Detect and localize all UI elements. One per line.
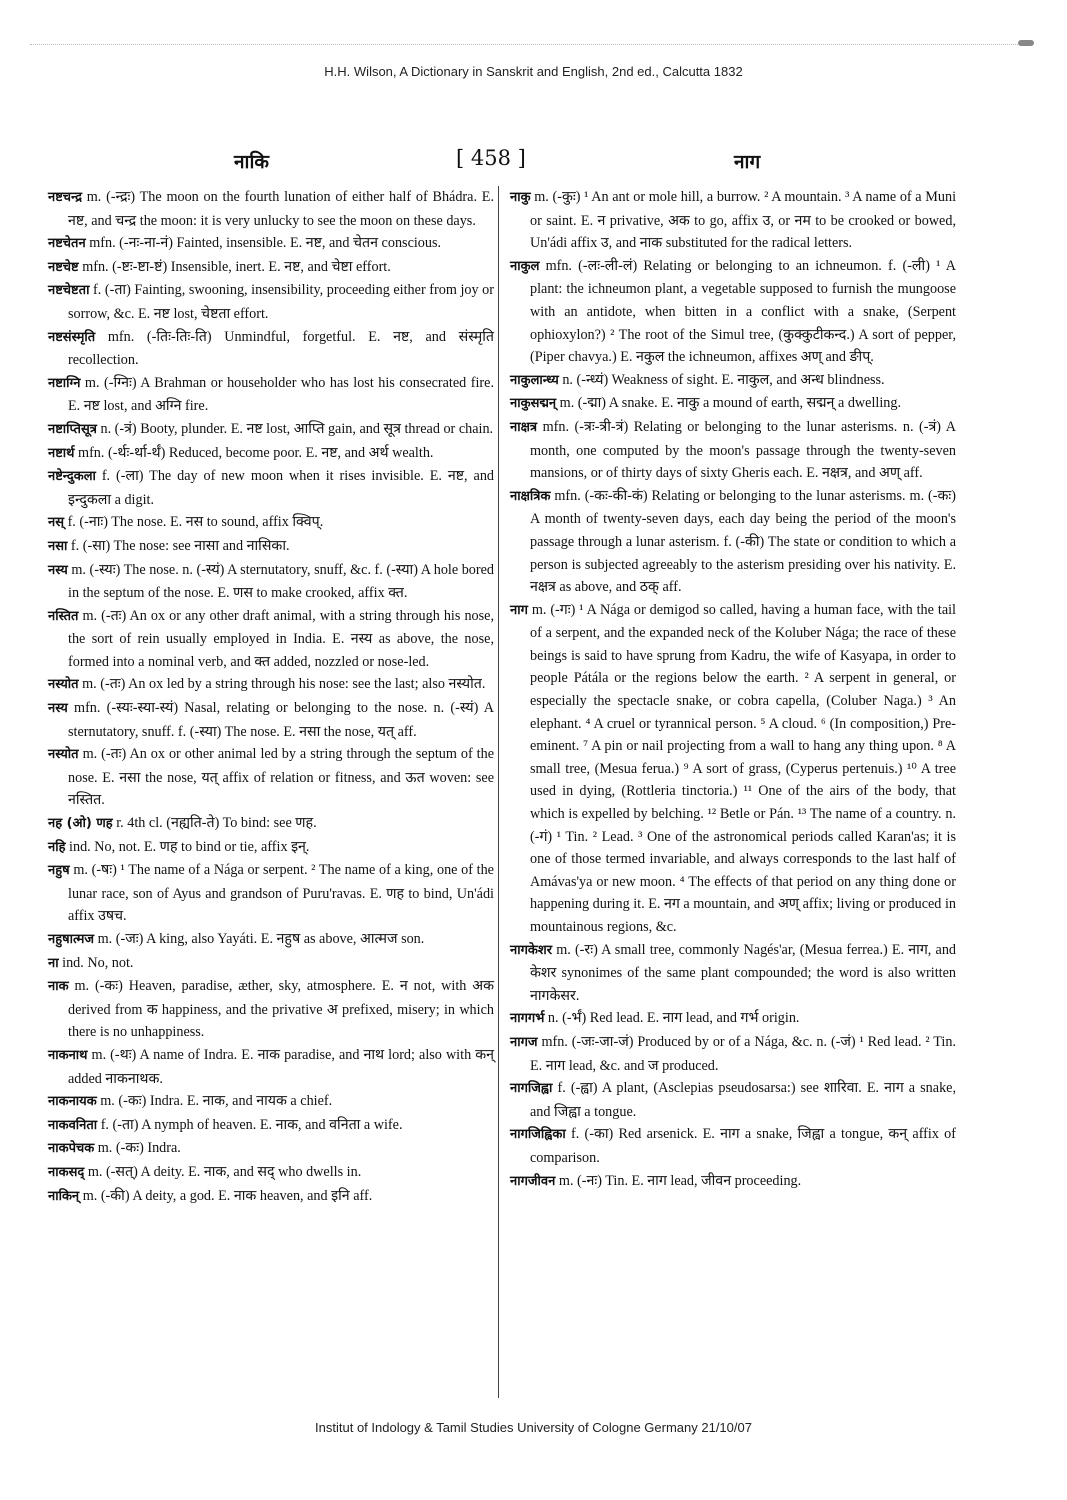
entry-headword: नहि: [48, 839, 66, 855]
dictionary-entry: [48, 418, 494, 442]
entry-headword: नष्टाग्नि: [48, 375, 81, 391]
dictionary-entry: [510, 416, 956, 485]
entry-definition: m. (-तः) An ox or other animal led by a string through the septum of the nose. E. नसा the nose, यत् affix of relation or fitness, and ऊत woven: see नस्तित.: [68, 746, 495, 809]
entry-definition: m. (-षः) ¹ The name of a Nága or serpent. ² The name of a king, one of the lunar race, son of Ayus and grandson of Puru'ravas. E. णह to bind, Un'ádi affix उषच.: [68, 862, 494, 925]
dictionary-entry: [510, 392, 956, 416]
entry-headword: नागज: [510, 1034, 538, 1050]
dictionary-entry: [48, 232, 494, 256]
entry-headword: नाक्षत्र: [510, 419, 538, 435]
entry-definition: f. (-नाः) The nose. E. नस to sound, affix क्विप्.: [67, 514, 324, 531]
entry-headword: नाकनाथ: [48, 1047, 88, 1063]
dictionary-entry: [48, 256, 494, 280]
dictionary-entry: [510, 186, 956, 255]
entry-definition: mfn. (-ष्टः-ष्टा-ष्टं) Insensible, inert. E. नष्ट, and चेष्टा effort.: [82, 258, 391, 275]
dictionary-entry: [48, 673, 494, 697]
entry-definition: m. (-तः) An ox led by a string through his nose: see the last; also नस्योत.: [82, 676, 486, 693]
dictionary-entry: [510, 485, 956, 599]
entry-headword: नागजीवन: [510, 1173, 556, 1189]
entry-definition: m. (-नः) Tin. E. नाग lead, जीवन proceeding.: [558, 1172, 802, 1189]
source-caption: H.H. Wilson, A Dictionary in Sanskrit and English, 2nd ed., Calcutta 1832: [324, 64, 743, 79]
dictionary-entry: [510, 1007, 956, 1031]
dictionary-entry: [48, 465, 494, 511]
entry-definition: mfn. (-नः-ना-नं) Fainted, insensible. E. नष्ट, and चेतन conscious.: [89, 235, 442, 252]
entry-definition: n. (-न्ध्यं) Weakness of sight. E. नाकुल, and अन्ध blindness.: [562, 371, 885, 388]
entry-headword: नाकवनिता: [48, 1117, 98, 1133]
entry-definition: f. (-का) Red arsenick. E. नाग a snake, जिह्वा a tongue, कन् affix of comparison.: [530, 1126, 956, 1166]
entry-definition: mfn. (-कः-की-कं) Relating or belonging to the lunar asterisms. m. (-कः) A month of twenty-seven days, each day being the period of the moon's passage through a lunar asterism. f. (-की) The state or condition to which a person is subjected agreeably to the asterism presiding over his nativity. E. नक्षत्र as above, and ठक् aff.: [530, 487, 956, 596]
dictionary-entry: [48, 836, 494, 860]
entry-definition: m. (-ग्निः) A Brahman or householder who has lost his consecrated fire. E. नष्ट lost, and अग्नि fire.: [68, 374, 495, 415]
dictionary-entry: [48, 326, 494, 372]
entry-definition: m. (-जः) A king, also Yayáti. E. नहुष as above, आत्मज son.: [97, 931, 425, 947]
dictionary-entry: [48, 605, 494, 674]
entry-definition: mfn. (-स्यः-स्या-स्यं) Nasal, relating or belonging to the nose. n. (-स्यं) A sternutatory, snuff. f. (-स्या) The nose. E. नसा the nose, यत् aff.: [68, 700, 495, 740]
entry-definition: m. (-की) A deity, a god. E. नाक heaven, and इनि aff.: [82, 1187, 373, 1204]
entry-definition: ind. No, not.: [62, 954, 134, 971]
entry-headword: नाकुलान्ध्य: [510, 372, 559, 388]
dictionary-entry: [48, 697, 494, 743]
entry-definition: m. (-तः) An ox or any other draft animal, with a string through his nose, the sort of rein usually employed in India. E. नस्य as above, the nose, formed into a nominal verb, and क्त added, nozzled or nose-led.: [68, 607, 494, 670]
dictionary-entry: [510, 939, 956, 1008]
dictionary-entry: [510, 1123, 956, 1169]
entry-headword: ना: [48, 955, 59, 971]
entry-definition: mfn. (-जः-जा-जं) Produced by or of a Nága, &c. n. (-जं) ¹ Red lead. ² Tin. E. नाग lead, &c. and ज produced.: [530, 1033, 956, 1074]
entry-headword: नाकु: [510, 190, 531, 205]
entry-headword: नागगर्भ: [510, 1011, 545, 1027]
entry-definition: m. (-कः) Heaven, paradise, æther, sky, atmosphere. E. न not, with अक derived from क happiness, and the privative अ prefixed, misery; in which there is no unhappiness.: [68, 978, 495, 1041]
entry-definition: mfn. (-र्थः-र्था-र्थं) Reduced, become poor. E. नष्ट, and अर्थ wealth.: [78, 444, 434, 461]
dictionary-entry: [48, 559, 494, 605]
entry-headword: नागजिह्वा: [510, 1081, 553, 1097]
entry-headword: नाकसद्: [48, 1164, 85, 1180]
dictionary-entry: [48, 1185, 494, 1209]
entry-headword: नष्टचेष्टता: [48, 283, 90, 299]
entry-definition: mfn. (-त्रः-त्री-त्रं) Relating or belonging to the lunar asterisms. n. (-त्रं) A month, one computed by the moon's passage through the twenty-seven mansions, or of thirty days of sixty Gheris each. E. नक्षत्र, and अण् aff.: [530, 418, 957, 482]
entry-definition: m. (-सत्) A deity. E. नाक, and सद् who dwells in.: [87, 1163, 362, 1180]
dictionary-entry: [48, 1090, 494, 1114]
entry-definition: f. (-सा) The nose: see नासा and नासिका.: [70, 537, 290, 554]
entry-definition: n. (-र्भं) Red lead. E. नाग lead, and गर्भ origin.: [547, 1010, 800, 1027]
dictionary-entry: [48, 442, 494, 466]
dictionary-entry: [48, 975, 494, 1044]
entry-definition: m. (-कः) Indra. E. नाक, and नायक a chief.: [100, 1093, 333, 1110]
dictionary-entry: [510, 1077, 956, 1123]
dictionary-entry: [48, 1161, 494, 1185]
dictionary-entry: [48, 1114, 494, 1138]
entry-definition: n. (-त्रं) Booty, plunder. E. नष्ट lost, आप्ति gain, and सूत्र thread or chain.: [100, 420, 494, 437]
entry-definition: m. (-कः) Indra.: [97, 1140, 181, 1157]
entry-headword: नष्टचन्द्र: [48, 190, 82, 205]
entry-definition: m. (-रः) A small tree, commonly Nagés'ar, (Mesua ferrea.) E. नाग, and केशर synonimes of the same plant compounded; the word is also written नागकेसर.: [530, 941, 957, 1004]
dictionary-entry: [510, 1170, 956, 1194]
entry-headword: नाकनायक: [48, 1094, 97, 1110]
page-number: [ 458 ]: [456, 146, 526, 170]
entry-headword: नहुषात्मज: [48, 932, 95, 947]
entry-headword: नस्: [48, 515, 65, 531]
scan-artifact-line: [30, 44, 1030, 45]
entry-definition: m. (-द्मा) A snake. E. नाकु a mound of earth, सद्मन् a dwelling.: [559, 395, 902, 412]
entry-definition: f. (-ता) A nymph of heaven. E. नाक, and वनिता a wife.: [100, 1116, 403, 1133]
dictionary-entry: [48, 186, 494, 232]
right-running-headword: नाग: [734, 151, 761, 173]
dictionary-entry: [48, 511, 494, 535]
right-column: [510, 186, 956, 1193]
entry-definition: m. (-न्द्रः) The moon on the fourth lunation of either half of Bhádra. E. नष्ट, and चन्द्र the moon: it is very unlucky to see the moon on these days.: [68, 189, 494, 229]
dictionary-entry: [48, 812, 494, 836]
entry-definition: m. (-थः) A name of Indra. E. नाक paradise, and नाथ lord; also with कन् added नाकनाथक.: [68, 1046, 494, 1087]
entry-headword: नाग: [510, 602, 528, 618]
left-column: [48, 186, 494, 1208]
entry-definition: mfn. (-तिः-तिः-ति) Unmindful, forgetful. E. नष्ट, and संस्मृति recollection.: [68, 328, 494, 369]
dictionary-entry: [48, 1044, 494, 1090]
entry-definition: ind. No, not. E. णह to bind or tie, affix इन्.: [69, 838, 310, 855]
dictionary-entry: [48, 928, 494, 952]
entry-headword: नाकपेचक: [48, 1141, 95, 1157]
entry-headword: नागजिह्विका: [510, 1127, 566, 1143]
entry-definition: f. (-ता) Fainting, swooning, insensibility, proceeding either from joy or sorrow, &c. E. नष्ट lost, चेष्टता effort.: [68, 282, 494, 322]
entry-headword: नहुष: [48, 863, 70, 879]
entry-headword: नाकुसद्मन्: [510, 396, 557, 412]
dictionary-entry: [48, 279, 494, 325]
entry-definition: f. (-ला) The day of new moon when it rises invisible. E. नष्ट, and इन्दुकला a digit.: [68, 468, 495, 508]
entry-definition: m. (-गः) ¹ A Nága or demigod so called, having a human face, with the tail of a serpent, and the expanded neck of the Koluber Nága; the race of these beings is said to have sprung from Kadru, the wife of Kasyapa, in order to people Pátála or the regions below the earth. ² A serpent in general, or especially the spectacle snake, or cobra capella, (Coluber Naga.) ³ An elephant. ⁴ A cruel or tyrannical person. ⁵ A cloud. ⁶ (In composition,) Pre-eminent. ⁷ A pin or nail projecting from a wall to hang any thing upon. ⁸ A small tree, (Mesua ferua.) ⁹ A sort of grass, (Cyperus pertenuis.) ¹⁰ A tree used in dying, (Rottleria tinctoria.) ¹¹ One of the airs of the body, that which is expelled by belching. ¹² Betle or Pán. ¹³ The name of a country. n. (-गं) ¹ Tin. ² Lead. ³ One of the astronomical periods called Karan'as; it is one of those termed invariable, and always corresponds to the last half of Amávas'ya or new moon. ⁴ The effects of that period on any thing done or happening during it. E. नग a mountain, and अण् affix; living or produced in mountainous regions, &c.: [530, 601, 956, 935]
dictionary-entry: [510, 369, 956, 393]
entry-headword: नस्योत: [48, 677, 79, 693]
dictionary-entry: [510, 255, 956, 369]
dictionary-entry: [48, 952, 494, 976]
scan-artifact-mark: [1018, 40, 1034, 46]
entry-definition: m. (-कुः) ¹ An ant or mole hill, a burrow. ² A mountain. ³ A name of a Muni or saint. E. न privative, अक to go, affix उ, or नम to be crooked or bowed, Un'ádi affix उ, and नाक substituted for the radical letters.: [530, 189, 957, 252]
page-header: [44, 146, 1004, 174]
dictionary-entry: [510, 599, 956, 939]
entry-headword: नष्टेन्दुकला: [48, 469, 96, 485]
entry-headword: नाकुल: [510, 258, 540, 274]
dictionary-entry: [48, 1137, 494, 1161]
entry-headword: नस्य: [48, 701, 68, 717]
dictionary-entry: [48, 743, 494, 812]
entry-headword: नष्टचेतन: [48, 236, 86, 252]
dictionary-entry: [510, 1031, 956, 1077]
column-divider: [498, 186, 499, 1398]
dictionary-entry: [48, 535, 494, 559]
entry-headword: नष्टाप्तिसूत्र: [48, 421, 97, 437]
entry-headword: नाकिन्: [48, 1188, 80, 1204]
entry-definition: mfn. (-लः-ली-लं) Relating or belonging to an ichneumon. f. (-ली) ¹ A plant: the ichneumon plant, a vegetable supposed to furnish the mungoose with an antidote, when bitten in a conflict with a snake, (Serpent ophioxylon?) ² The root of the Simul tree, (कुक्कुटीकन्द.) A sort of pepper, (Piper chavya.) E. नकुल the ichneumon, affixes अण् and ङीप्.: [530, 257, 957, 366]
entry-headword: नागकेशर: [510, 942, 553, 958]
entry-headword: नाक्षत्रिक: [510, 488, 551, 504]
entry-headword: नष्टार्थ: [48, 445, 75, 461]
entry-headword: नस्य: [48, 562, 68, 578]
dictionary-entry: [48, 372, 494, 418]
entry-headword: नस्तित: [48, 608, 79, 624]
entry-headword: नह (ओ) णह: [48, 816, 113, 832]
entry-headword: नष्टचेष्ट: [48, 259, 79, 275]
entry-headword: नष्टसंस्मृति: [48, 329, 96, 345]
left-running-headword: नाकि: [234, 151, 269, 173]
entry-headword: नाक: [48, 979, 69, 995]
dictionary-entry: [48, 859, 494, 928]
entry-headword: नसा: [48, 538, 68, 554]
institution-caption: Institut of Indology & Tamil Studies University of Cologne Germany 21/10/07: [315, 1420, 752, 1435]
entry-definition: m. (-स्यः) The nose. n. (-स्यं) A sternutatory, snuff, &c. f. (-स्या) A hole bored in the septum of the nose. E. णस to make crooked, affix क्त.: [68, 561, 495, 602]
entry-definition: f. (-ह्वा) A plant, (Asclepias pseudosarsa:) see शारिवा. E. नाग a snake, and जिह्वा a tongue.: [530, 1080, 957, 1120]
entry-headword: नस्योत: [48, 747, 79, 763]
entry-definition: r. 4th cl. (नह्यति-ते) To bind: see णह.: [116, 815, 317, 832]
